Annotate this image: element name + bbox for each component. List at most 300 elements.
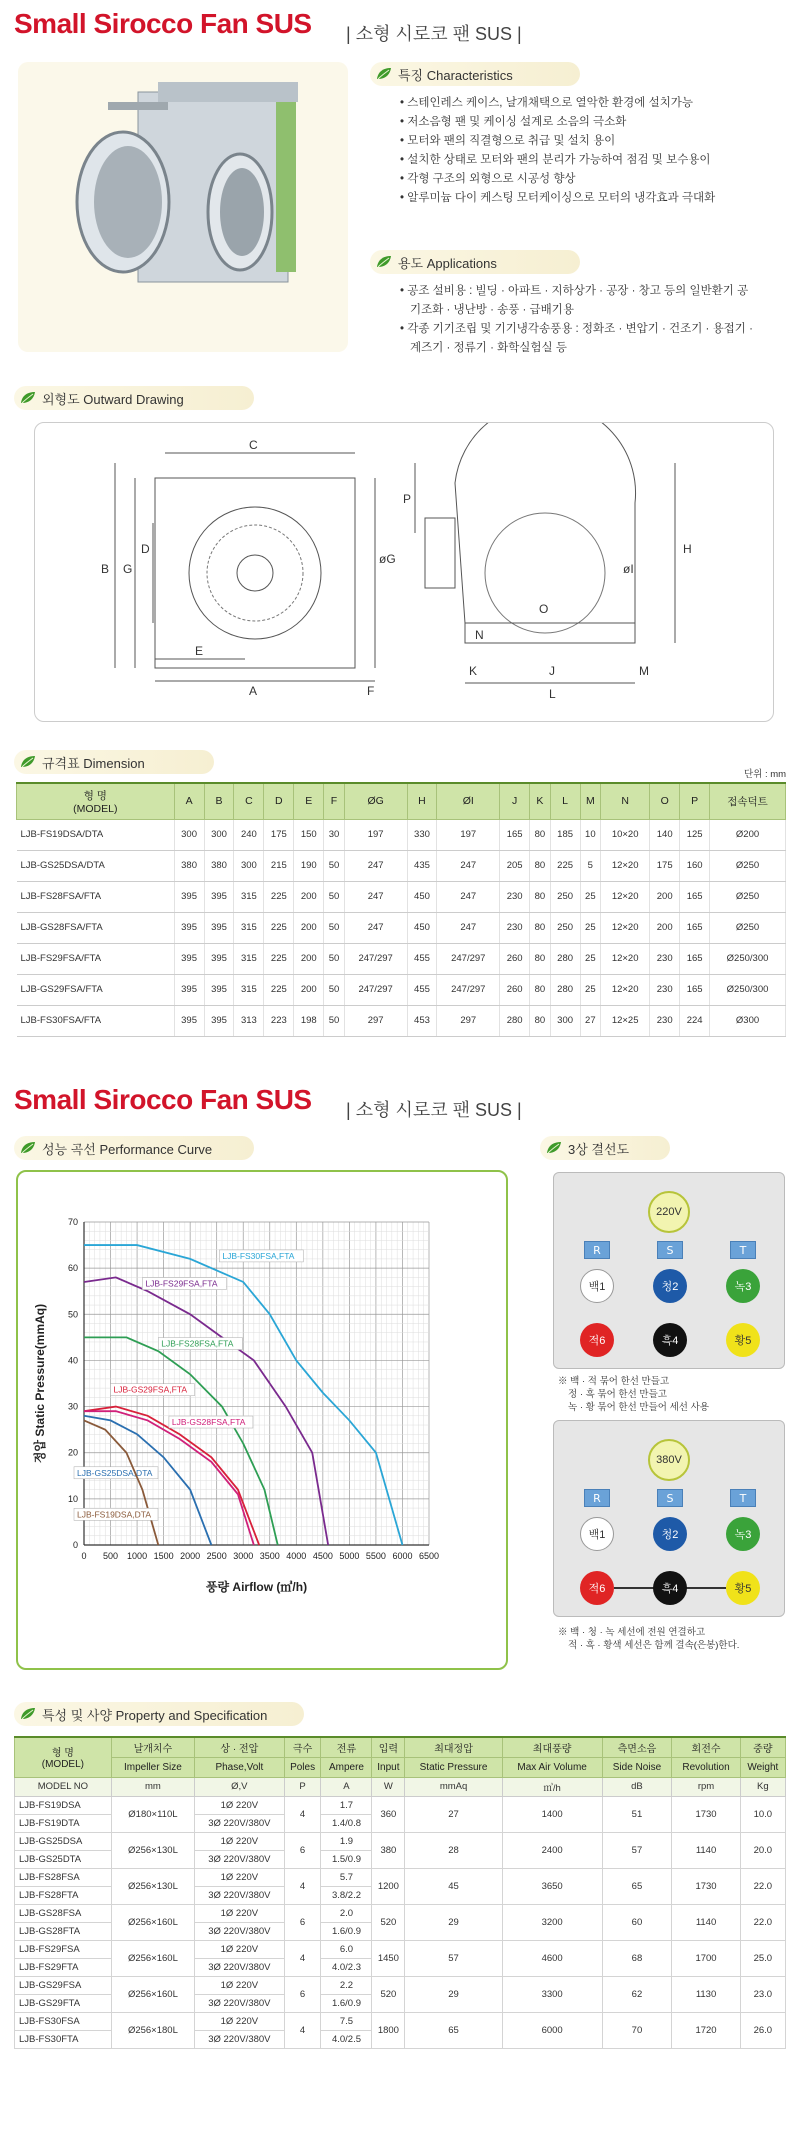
- performance-heading: [14, 1136, 254, 1160]
- table-cell: 280: [500, 1005, 530, 1036]
- table-row: [17, 943, 786, 974]
- terminal-5: 황5: [726, 1571, 760, 1605]
- unit-note: 단위 : mm: [744, 769, 787, 780]
- series-label: LJB-GS28FSA,FTA: [171, 1417, 246, 1428]
- unit-cell: mm: [111, 1777, 194, 1796]
- column-header: 측면소음: [602, 1737, 672, 1757]
- table-row: [15, 2012, 786, 2030]
- impeller-cell: Ø256×130L: [111, 1868, 194, 1904]
- table-cell: 224: [680, 1005, 710, 1036]
- table-cell: 380: [204, 850, 234, 881]
- y-tick-label: 0: [72, 1540, 78, 1550]
- noise-cell: 62: [602, 1976, 672, 2012]
- table-cell: 230: [650, 974, 680, 1005]
- column-header: J: [500, 783, 530, 819]
- column-header: 회전수: [672, 1737, 740, 1757]
- ampere-cell: 1.6/0.9: [321, 1922, 372, 1940]
- table-cell: 435: [407, 850, 437, 881]
- table-cell: 12×20: [601, 974, 650, 1005]
- ampere-cell: 1.7: [321, 1796, 372, 1814]
- model-cell: LJB-GS25DSA: [15, 1832, 112, 1850]
- table-cell: 247/297: [344, 974, 407, 1005]
- list-item: • 모터와 팬의 직결형으로 취급 및 설치 용이: [400, 135, 616, 147]
- phase-cell: 3Ø 220V/380V: [195, 1958, 285, 1976]
- x-tick-label: 2500: [206, 1551, 227, 1561]
- table-cell: 165: [680, 943, 710, 974]
- table-cell: 140: [650, 819, 680, 850]
- table-cell: 12×25: [601, 1005, 650, 1036]
- model-cell: LJB-FS19DTA: [15, 1814, 112, 1832]
- ampere-cell: 2.2: [321, 1976, 372, 1994]
- column-header: A: [174, 783, 204, 819]
- spec-heading: [14, 1702, 304, 1726]
- y-tick-label: 10: [67, 1493, 78, 1504]
- table-cell: 198: [294, 1005, 324, 1036]
- wiring-title: 3상 결선도: [568, 1141, 630, 1157]
- wiring-heading: [540, 1136, 670, 1160]
- column-header: 날개치수: [111, 1737, 194, 1757]
- impeller-cell: Ø256×180L: [111, 2012, 194, 2048]
- table-row: [15, 1904, 786, 1922]
- input-cell: 520: [372, 1904, 405, 1940]
- series-label: LJB-FS19DSA,DTA: [77, 1509, 152, 1520]
- terminal-4: 흑4: [653, 1323, 687, 1357]
- table-cell: 80: [530, 1005, 551, 1036]
- table-cell: 165: [500, 819, 530, 850]
- input-cell: 1200: [372, 1868, 405, 1904]
- column-header: H: [407, 783, 437, 819]
- applications-list: [398, 282, 758, 358]
- wiring-note-380: ※ 백 · 청 · 녹 세선에 전원 연결하고 적 · 흑 · 황색 세선은 함께 결속(은봉)한다.: [558, 1627, 740, 1651]
- pressure-cell: 29: [405, 1976, 502, 2012]
- applications-title: 용도 Applications: [398, 255, 497, 271]
- column-header: 극수: [284, 1737, 321, 1757]
- y-tick-label: 60: [67, 1263, 78, 1274]
- table-row: [15, 1796, 786, 1814]
- table-cell: 455: [407, 974, 437, 1005]
- phase-cell: 1Ø 220V: [195, 1832, 285, 1850]
- terminal-2: 청2: [653, 1269, 687, 1303]
- table-cell: 200: [294, 974, 324, 1005]
- leaf-icon: [20, 1707, 36, 1721]
- table-cell: LJB-FS30FSA/FTA: [17, 1005, 175, 1036]
- table-cell: LJB-GS29FSA/FTA: [17, 974, 175, 1005]
- column-header: 상 · 전압: [195, 1737, 285, 1757]
- rpm-cell: 1130: [672, 1976, 740, 2012]
- column-header: Weight: [740, 1757, 785, 1777]
- column-header: ØG: [344, 783, 407, 819]
- table-cell: 395: [204, 881, 234, 912]
- model-cell: LJB-GS28FTA: [15, 1922, 112, 1940]
- unit-cell: Ø,V: [195, 1777, 285, 1796]
- column-header: ØI: [437, 783, 500, 819]
- phase-cell: 3Ø 220V/380V: [195, 1886, 285, 1904]
- table-cell: 80: [530, 850, 551, 881]
- phase-cell: 3Ø 220V/380V: [195, 1850, 285, 1868]
- table-cell: 300: [550, 1005, 580, 1036]
- spec-title: 특성 및 사양 Property and Specification: [42, 1707, 268, 1723]
- table-cell: 200: [294, 943, 324, 974]
- table-cell: 315: [234, 912, 264, 943]
- pressure-cell: 28: [405, 1832, 502, 1868]
- column-header: M: [580, 783, 601, 819]
- airflow-cell: 3200: [502, 1904, 602, 1940]
- dim-label: C: [249, 438, 258, 452]
- characteristics-heading: [370, 62, 580, 86]
- table-cell: 395: [174, 912, 204, 943]
- impeller-cell: Ø256×130L: [111, 1832, 194, 1868]
- column-header: Input: [372, 1757, 405, 1777]
- phase-r: R: [584, 1241, 610, 1259]
- table-cell: 230: [650, 1005, 680, 1036]
- table-cell: LJB-GS28FSA/FTA: [17, 912, 175, 943]
- phase-cell: 1Ø 220V: [195, 1976, 285, 1994]
- x-tick-label: 4000: [286, 1551, 307, 1561]
- weight-cell: 22.0: [740, 1904, 785, 1940]
- column-header: Ampere: [321, 1757, 372, 1777]
- dim-label: O: [539, 602, 549, 616]
- column-header: 형 명 (MODEL): [15, 1737, 112, 1777]
- table-cell: 197: [344, 819, 407, 850]
- poles-cell: 4: [284, 1940, 321, 1976]
- series-label: LJB-GS29FSA,FTA: [113, 1384, 188, 1395]
- list-item: • 각형 구조의 외형으로 시공성 향상: [400, 173, 576, 185]
- column-header: P: [680, 783, 710, 819]
- table-row: [15, 1940, 786, 1958]
- x-tick-label: 3500: [259, 1551, 280, 1561]
- unit-cell: rpm: [672, 1777, 740, 1796]
- table-cell: 395: [174, 881, 204, 912]
- table-cell: 205: [500, 850, 530, 881]
- poles-cell: 6: [284, 1976, 321, 2012]
- input-cell: 520: [372, 1976, 405, 2012]
- column-header: 형 명 (MODEL): [17, 783, 175, 819]
- table-cell: 455: [407, 943, 437, 974]
- airflow-cell: 2400: [502, 1832, 602, 1868]
- table-cell: LJB-FS28FSA/FTA: [17, 881, 175, 912]
- table-cell: 160: [680, 850, 710, 881]
- unit-cell: dB: [602, 1777, 672, 1796]
- series-label: LJB-FS30FSA,FTA: [222, 1250, 295, 1261]
- pressure-cell: 29: [405, 1904, 502, 1940]
- leaf-icon: [20, 755, 36, 769]
- dim-label: L: [549, 687, 556, 701]
- table-cell: 197: [437, 819, 500, 850]
- pressure-cell: 65: [405, 2012, 502, 2048]
- table-cell: 50: [324, 943, 345, 974]
- table-cell: 247/297: [437, 943, 500, 974]
- table-cell: 27: [580, 1005, 601, 1036]
- phase-r: R: [584, 1489, 610, 1507]
- model-cell: LJB-FS29FTA: [15, 1958, 112, 1976]
- table-cell: 25: [580, 943, 601, 974]
- outward-heading: [14, 386, 254, 410]
- table-row: [17, 974, 786, 1005]
- table-cell: 10: [580, 819, 601, 850]
- characteristics-list: [398, 94, 788, 208]
- unit-cell: W: [372, 1777, 405, 1796]
- noise-cell: 70: [602, 2012, 672, 2048]
- dim-label: K: [469, 664, 478, 678]
- table-cell: Ø250: [710, 912, 786, 943]
- table-cell: 80: [530, 943, 551, 974]
- table-row: [17, 881, 786, 912]
- unit-cell: A: [321, 1777, 372, 1796]
- table-cell: 80: [530, 819, 551, 850]
- table-row: [15, 1832, 786, 1850]
- table-cell: 313: [234, 1005, 264, 1036]
- table-cell: 25: [580, 974, 601, 1005]
- dim-label: D: [141, 542, 150, 556]
- terminal-3: 녹3: [726, 1269, 760, 1303]
- terminal-6: 적6: [580, 1571, 614, 1605]
- table-cell: 247: [437, 850, 500, 881]
- impeller-cell: Ø256×160L: [111, 1940, 194, 1976]
- table-cell: 297: [437, 1005, 500, 1036]
- voltage-badge: 220V: [648, 1191, 690, 1233]
- phase-cell: 1Ø 220V: [195, 2012, 285, 2030]
- table-cell: 175: [650, 850, 680, 881]
- input-cell: 1450: [372, 1940, 405, 1976]
- units-row: [15, 1777, 786, 1796]
- y-tick-label: 20: [67, 1447, 78, 1458]
- column-header: 최대정압: [405, 1737, 502, 1757]
- table-cell: 297: [344, 1005, 407, 1036]
- list-item: • 스테인레스 케이스, 날개채택으로 열악한 환경에 설치가능: [400, 97, 694, 109]
- phase-cell: 1Ø 220V: [195, 1940, 285, 1958]
- ampere-cell: 1.6/0.9: [321, 1994, 372, 2012]
- table-cell: 185: [550, 819, 580, 850]
- table-cell: 225: [264, 912, 294, 943]
- x-axis-label: 풍량 Airflow (㎥/h): [205, 1580, 308, 1594]
- dim-label: P: [403, 492, 412, 506]
- column-header: 전류: [321, 1737, 372, 1757]
- voltage-badge: 380V: [648, 1439, 690, 1481]
- poles-cell: 4: [284, 1796, 321, 1832]
- page-title-2: Small Sirocco Fan SUS: [14, 1084, 312, 1115]
- table-cell: 125: [680, 819, 710, 850]
- column-header: Side Noise: [602, 1757, 672, 1777]
- list-item: • 알루미늄 다이 케스팅 모터케이싱으로 모터의 냉각효과 극대화: [400, 192, 716, 204]
- terminal-2: 청2: [653, 1517, 687, 1551]
- phase-cell: 1Ø 220V: [195, 1796, 285, 1814]
- table-cell: 315: [234, 974, 264, 1005]
- dim-label: N: [475, 628, 484, 642]
- table-cell: 240: [234, 819, 264, 850]
- ampere-cell: 4.0/2.3: [321, 1958, 372, 1976]
- phase-cell: 3Ø 220V/380V: [195, 1994, 285, 2012]
- column-header: Max Air Volume: [502, 1757, 602, 1777]
- model-cell: LJB-FS28FSA: [15, 1868, 112, 1886]
- table-cell: 330: [407, 819, 437, 850]
- table-cell: 260: [500, 974, 530, 1005]
- model-cell: LJB-FS30FSA: [15, 2012, 112, 2030]
- model-cell: LJB-FS28FTA: [15, 1886, 112, 1904]
- rpm-cell: 1140: [672, 1904, 740, 1940]
- table-cell: 247/297: [344, 943, 407, 974]
- terminal-3: 녹3: [726, 1517, 760, 1551]
- series-label: LJB-GS25DSA,DTA: [77, 1467, 153, 1478]
- table-cell: 450: [407, 912, 437, 943]
- weight-cell: 10.0: [740, 1796, 785, 1832]
- terminal-4: 흑4: [653, 1571, 687, 1605]
- table-cell: 200: [650, 881, 680, 912]
- terminal-1: 백1: [580, 1517, 614, 1551]
- list-item: • 각종 기기조립 및 기기냉각송풍용 : 정화조 · 변압기 · 건조기 · 용접기 · 계즈기 · 정류기 · 화학실험실 등: [400, 323, 753, 354]
- rpm-cell: 1700: [672, 1940, 740, 1976]
- y-tick-label: 40: [67, 1355, 78, 1366]
- x-tick-label: 0: [81, 1551, 87, 1561]
- table-cell: 200: [650, 912, 680, 943]
- input-cell: 1800: [372, 2012, 405, 2048]
- ampere-cell: 1.5/0.9: [321, 1850, 372, 1868]
- table-cell: 450: [407, 881, 437, 912]
- table-cell: Ø250/300: [710, 974, 786, 1005]
- leaf-icon: [546, 1141, 562, 1155]
- column-header: F: [324, 783, 345, 819]
- column-header: N: [601, 783, 650, 819]
- dim-label: J: [549, 664, 555, 678]
- ampere-cell: 1.4/0.8: [321, 1814, 372, 1832]
- impeller-cell: Ø256×160L: [111, 1976, 194, 2012]
- table-cell: 230: [650, 943, 680, 974]
- table-row: [17, 912, 786, 943]
- table-row: [17, 819, 786, 850]
- table-cell: 250: [550, 881, 580, 912]
- model-cell: LJB-GS29FSA: [15, 1976, 112, 1994]
- ampere-cell: 5.7: [321, 1868, 372, 1886]
- y-tick-label: 30: [67, 1401, 78, 1412]
- page-subtitle-2: | 소형 시로코 팬 SUS |: [346, 1100, 522, 1120]
- airflow-cell: 1400: [502, 1796, 602, 1832]
- list-item: • 저소음형 팬 및 케이싱 설계로 소음의 극소화: [400, 116, 627, 128]
- header-row: [15, 1737, 786, 1757]
- table-cell: 50: [324, 881, 345, 912]
- model-cell: LJB-GS25DTA: [15, 1850, 112, 1868]
- dim-label: E: [195, 644, 204, 658]
- x-tick-label: 500: [103, 1551, 119, 1561]
- model-cell: LJB-GS28FSA: [15, 1904, 112, 1922]
- pressure-cell: 45: [405, 1868, 502, 1904]
- product-photo: [18, 62, 348, 352]
- phase-cell: 1Ø 220V: [195, 1868, 285, 1886]
- model-cell: LJB-GS29FTA: [15, 1994, 112, 2012]
- table-cell: 453: [407, 1005, 437, 1036]
- table-cell: LJB-GS25DSA/DTA: [17, 850, 175, 881]
- ampere-cell: 4.0/2.5: [321, 2030, 372, 2048]
- column-header: Revolution: [672, 1757, 740, 1777]
- column-header: L: [550, 783, 580, 819]
- phase-cell: 3Ø 220V/380V: [195, 1922, 285, 1940]
- poles-cell: 6: [284, 1832, 321, 1868]
- x-tick-label: 5500: [365, 1551, 386, 1561]
- table-cell: 50: [324, 1005, 345, 1036]
- table-cell: 150: [294, 819, 324, 850]
- table-cell: 230: [500, 912, 530, 943]
- table-cell: 10×20: [601, 819, 650, 850]
- table-cell: 247: [437, 912, 500, 943]
- column-header: O: [650, 783, 680, 819]
- table-cell: 300: [234, 850, 264, 881]
- airflow-cell: 4600: [502, 1940, 602, 1976]
- table-cell: 395: [204, 974, 234, 1005]
- model-cell: LJB-FS30FTA: [15, 2030, 112, 2048]
- rpm-cell: 1720: [672, 2012, 740, 2048]
- table-cell: 247: [344, 850, 407, 881]
- table-cell: 80: [530, 912, 551, 943]
- airflow-cell: 3650: [502, 1868, 602, 1904]
- unit-cell: ㎥/h: [502, 1777, 602, 1796]
- performance-title: 성능 곡선 Performance Curve: [42, 1141, 213, 1157]
- table-cell: 12×20: [601, 850, 650, 881]
- phase-cell: 3Ø 220V/380V: [195, 1814, 285, 1832]
- dim-label: H: [683, 542, 692, 556]
- phase-t: T: [730, 1241, 756, 1259]
- table-cell: 280: [550, 974, 580, 1005]
- weight-cell: 23.0: [740, 1976, 785, 2012]
- y-tick-label: 70: [67, 1217, 78, 1227]
- leaf-icon: [376, 255, 392, 269]
- table-cell: 225: [550, 850, 580, 881]
- table-cell: 260: [500, 943, 530, 974]
- poles-cell: 6: [284, 1904, 321, 1940]
- table-cell: 395: [204, 943, 234, 974]
- airflow-cell: 6000: [502, 2012, 602, 2048]
- outward-drawing: [34, 422, 774, 722]
- ampere-cell: 6.0: [321, 1940, 372, 1958]
- column-header: K: [530, 783, 551, 819]
- rpm-cell: 1730: [672, 1796, 740, 1832]
- impeller-cell: Ø256×160L: [111, 1904, 194, 1940]
- x-tick-label: 5000: [339, 1551, 360, 1561]
- table-cell: 50: [324, 850, 345, 881]
- table-cell: 230: [500, 881, 530, 912]
- x-tick-label: 1000: [127, 1551, 148, 1561]
- pressure-cell: 57: [405, 1940, 502, 1976]
- airflow-cell: 3300: [502, 1976, 602, 2012]
- list-item: • 공조 설비용 : 빌딩 · 아파트 · 지하상가 · 공장 · 창고 등의 일반환기 공기조화 · 냉난방 · 송풍 · 급배기용: [400, 285, 749, 316]
- ampere-cell: 7.5: [321, 2012, 372, 2030]
- column-header: Poles: [284, 1757, 321, 1777]
- table-row: [15, 1868, 786, 1886]
- weight-cell: 26.0: [740, 2012, 785, 2048]
- phase-cell: 1Ø 220V: [195, 1904, 285, 1922]
- weight-cell: 25.0: [740, 1940, 785, 1976]
- wiring-box-220: [553, 1172, 785, 1369]
- leaf-icon: [376, 67, 392, 81]
- table-cell: 225: [264, 974, 294, 1005]
- table-cell: 247: [344, 881, 407, 912]
- x-tick-label: 4500: [312, 1551, 333, 1561]
- column-header: 입력: [372, 1737, 405, 1757]
- column-header: B: [204, 783, 234, 819]
- column-header: Static Pressure: [405, 1757, 502, 1777]
- weight-cell: 22.0: [740, 1868, 785, 1904]
- dim-label: F: [367, 684, 375, 698]
- table-cell: 215: [264, 850, 294, 881]
- y-axis-label: 정압 Static Pressure(mmAq): [33, 1303, 47, 1464]
- table-cell: 247: [344, 912, 407, 943]
- noise-cell: 57: [602, 1832, 672, 1868]
- poles-cell: 4: [284, 2012, 321, 2048]
- phase-s: S: [657, 1489, 683, 1507]
- column-header: 중량: [740, 1737, 785, 1757]
- dim-label: G: [123, 562, 133, 576]
- x-tick-label: 1500: [153, 1551, 174, 1561]
- weight-cell: 20.0: [740, 1832, 785, 1868]
- rpm-cell: 1140: [672, 1832, 740, 1868]
- performance-chart-frame: [16, 1170, 508, 1670]
